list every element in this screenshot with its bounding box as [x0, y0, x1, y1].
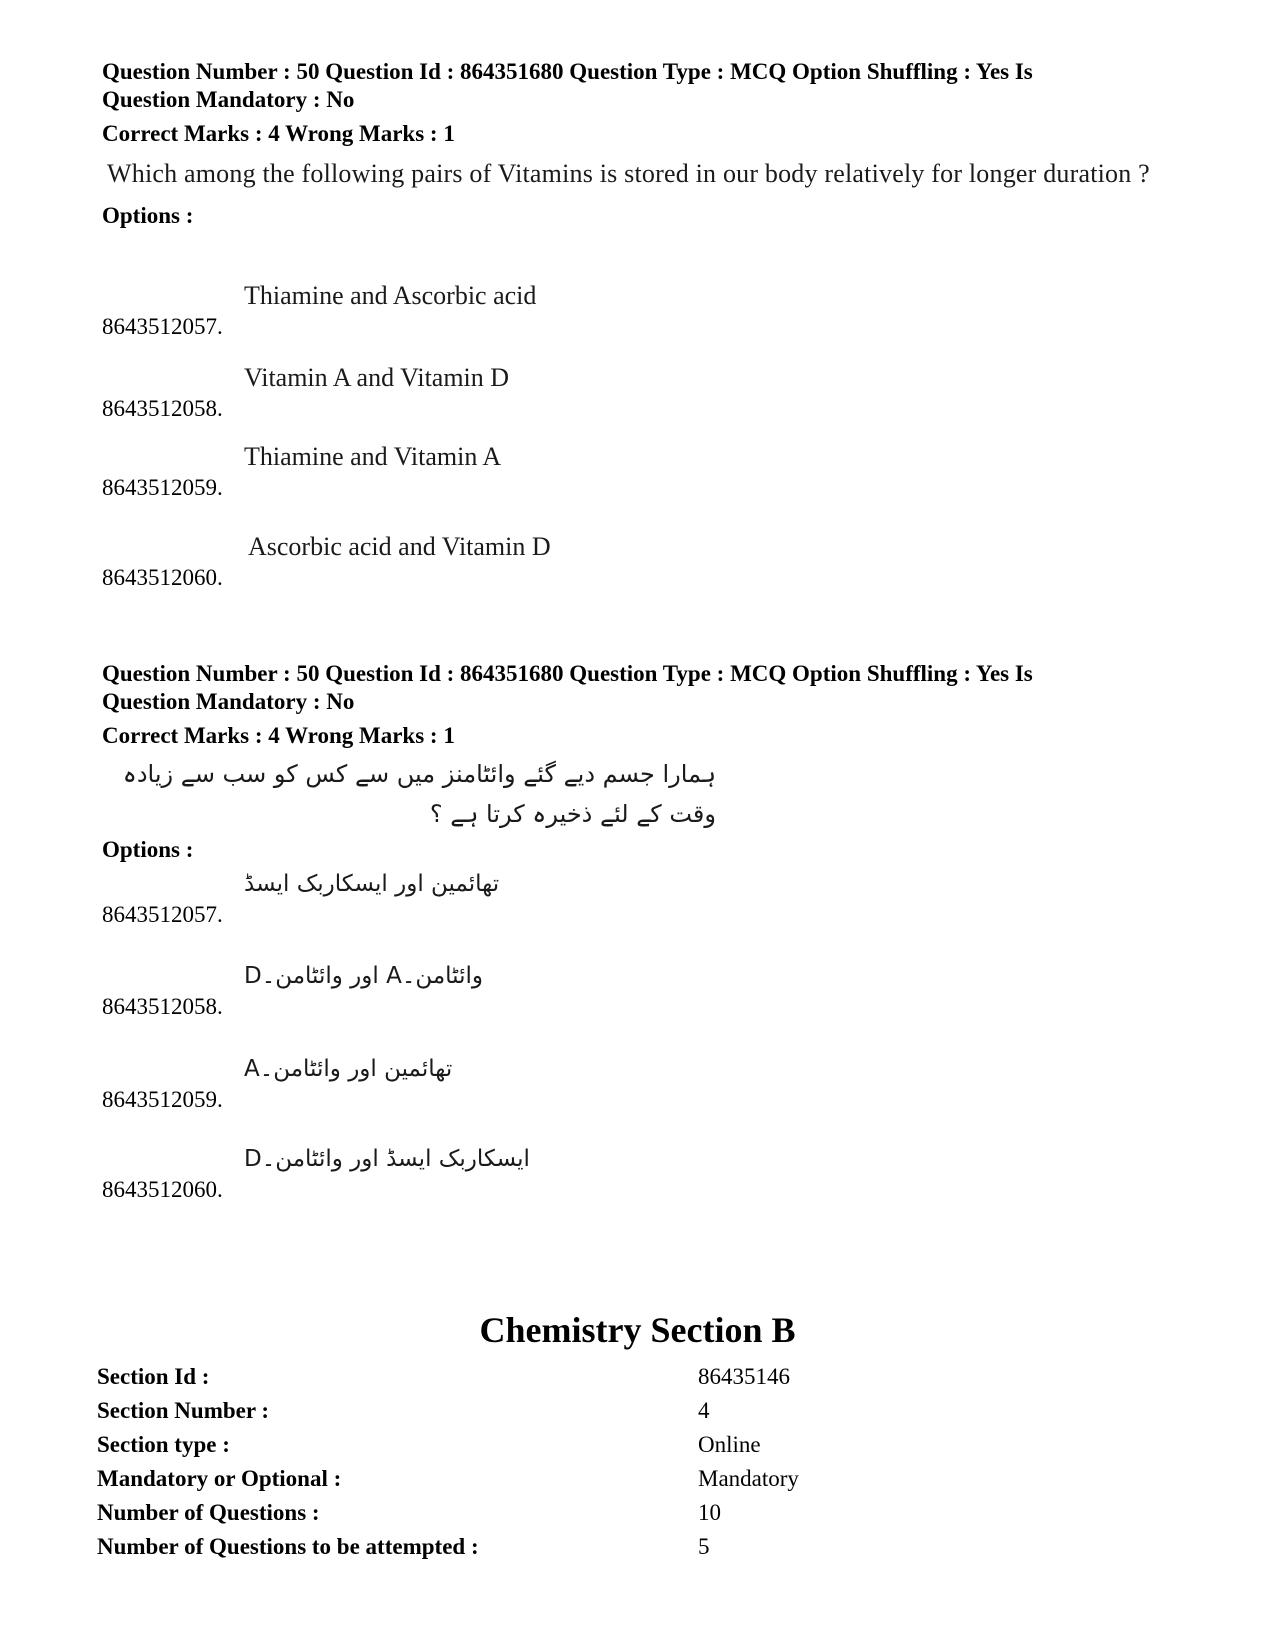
question-block-english — [102, 58, 1182, 230]
section-info-label: Section type : — [97, 1432, 230, 1457]
question-meta-line-1: Question Number : 50 Question Id : 864351680 Question Type : MCQ Option Shuffling : Yes Is — [102, 59, 1033, 84]
section-info-row — [97, 1429, 1097, 1461]
section-info-row — [97, 1395, 1097, 1427]
option-number: 8643512057. — [102, 902, 223, 927]
option-item — [102, 960, 1002, 1020]
section-title: Chemistry Section B — [479, 1310, 796, 1350]
question-meta-line-1: Question Number : 50 Question Id : 864351680 Question Type : MCQ Option Shuffling : Yes Is — [102, 661, 1033, 686]
option-text: Thiamine and Vitamin A — [244, 442, 502, 471]
question-meta-line-2: Question Mandatory : No — [102, 87, 355, 112]
option-number: 8643512060. — [102, 565, 223, 590]
option-text-urdu: وائٹامن۔A اور وائٹامن۔D — [244, 963, 483, 989]
options-label: Options : — [102, 837, 194, 862]
section-info-value: 10 — [698, 1500, 721, 1525]
section-info-value: 5 — [698, 1534, 710, 1559]
option-item — [102, 531, 1002, 591]
option-text: Vitamin A and Vitamin D — [244, 363, 510, 392]
option-item — [102, 1053, 1002, 1113]
option-number: 8643512060. — [102, 1177, 223, 1202]
section-info-row — [97, 1531, 1097, 1563]
question-text: Which among the following pairs of Vitamins is stored in our body relatively for longer duration ? — [107, 159, 1150, 188]
option-text-urdu: ایسکاربک ایسڈ اور وائٹامن۔D — [244, 1146, 530, 1172]
question-marks: Correct Marks : 4 Wrong Marks : 1 — [102, 723, 455, 748]
option-number: 8643512059. — [102, 475, 223, 500]
option-text-urdu: تھائمین اور وائٹامن۔A — [244, 1056, 453, 1082]
option-number: 8643512058. — [102, 994, 223, 1019]
section-info-label: Mandatory or Optional : — [97, 1466, 342, 1491]
option-item — [102, 441, 1002, 501]
option-item — [102, 1143, 1002, 1203]
option-item — [102, 362, 1002, 422]
section-info-label: Section Id : — [97, 1364, 210, 1389]
section-info-value: Online — [698, 1432, 761, 1457]
question-block-urdu — [102, 660, 1182, 864]
option-item — [102, 280, 1002, 340]
option-text: Thiamine and Ascorbic acid — [244, 281, 537, 310]
option-item — [102, 868, 1002, 928]
question-meta-line-2: Question Mandatory : No — [102, 689, 355, 714]
section-info-label: Number of Questions : — [97, 1500, 320, 1525]
option-number: 8643512059. — [102, 1087, 223, 1112]
option-number: 8643512058. — [102, 396, 223, 421]
question-meta — [102, 660, 1182, 716]
section-info-row — [97, 1463, 1097, 1495]
section-info-value: 4 — [698, 1398, 710, 1423]
section-info-value: Mandatory — [698, 1466, 799, 1491]
option-text: Ascorbic acid and Vitamin D — [248, 532, 551, 561]
option-text-urdu: تھائمین اور ایسکاربک ایسڈ — [244, 871, 500, 897]
section-info-row — [97, 1361, 1097, 1393]
options-label: Options : — [102, 203, 194, 228]
question-marks: Correct Marks : 4 Wrong Marks : 1 — [102, 121, 455, 146]
question-meta — [102, 58, 1182, 114]
section-info-row — [97, 1497, 1097, 1529]
option-number: 8643512057. — [102, 314, 223, 339]
section-info-label: Number of Questions to be attempted : — [97, 1534, 479, 1559]
question-text-urdu: ہمارا جسم دیے گئے وائٹامنز میں سے کس کو سب سے زیادہ وقت کے لئے ذخیرہ کرتا ہے ؟ — [122, 760, 716, 828]
section-info-value: 86435146 — [698, 1364, 790, 1389]
section-info-label: Section Number : — [97, 1398, 270, 1423]
